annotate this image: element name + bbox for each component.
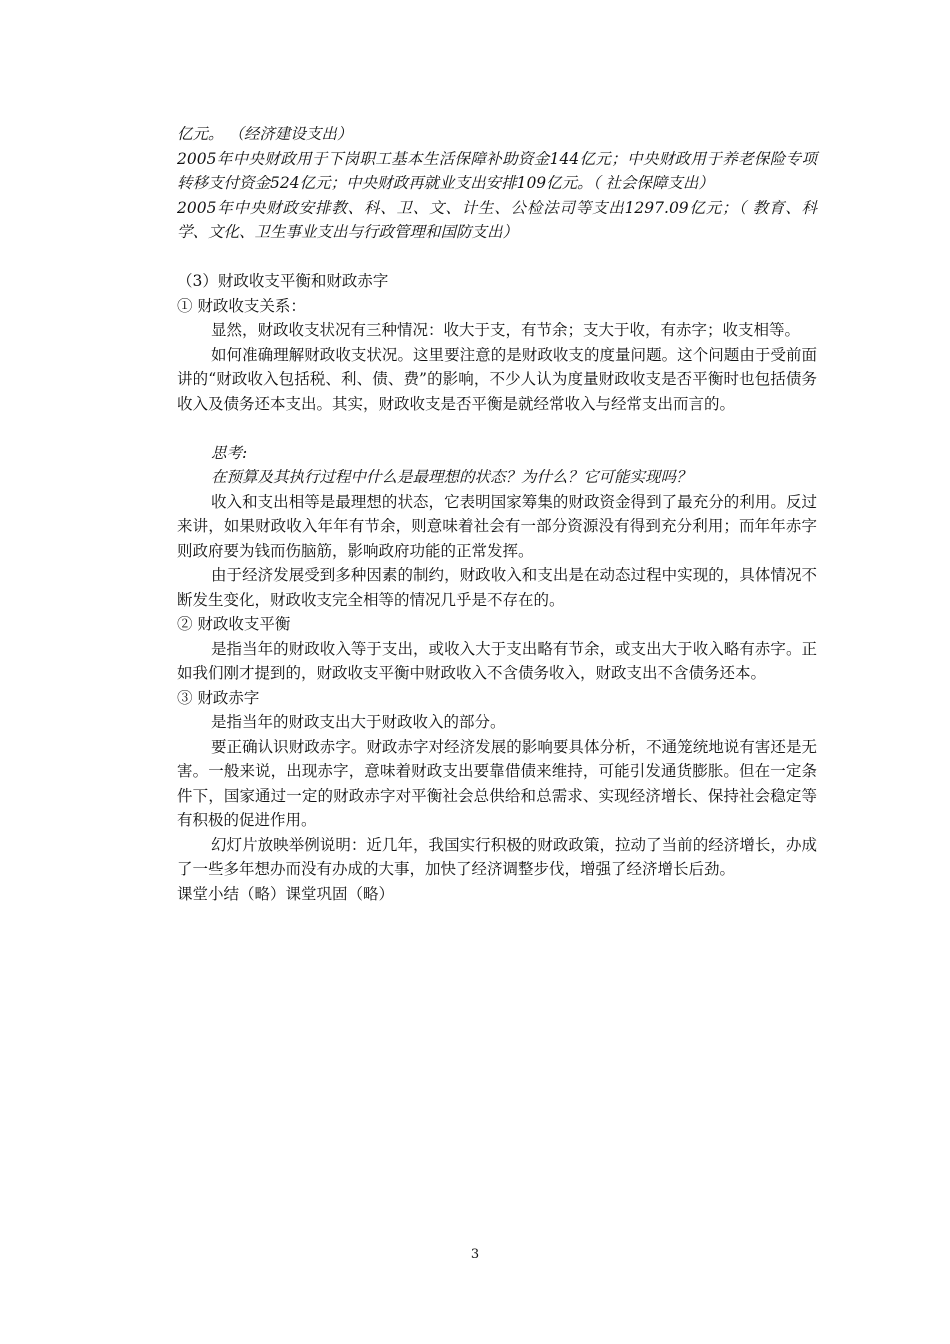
spacer: [177, 245, 817, 270]
italic-paragraph-education: 2005年中央财政安排教、科、卫、文、计生、公检法司等支出1297.09亿元；（ 教育、科学、文化、卫生事业支出与行政管理和国防支出）: [177, 198, 817, 241]
paragraph-measurement: 如何准确理解财政收支状况。这里要注意的是财政收支的度量问题。这个问题由于受前面讲的“财政收入包括税、利、债、费”的影响，不少人认为度量财政收支是否平衡时也包括债务收入及债务还本支出。其实，财政收支是否平衡是就经常收入与经常支出而言的。: [177, 345, 817, 413]
think-question: 在预算及其执行过程中什么是最理想的状态？为什么？它可能实现吗？: [211, 468, 692, 486]
think-label: 思考:: [211, 443, 248, 462]
think-answer-2: 由于经济发展受到多种因素的制约，财政收入和支出是在动态过程中实现的，具体情况不断发生变化，财政收支完全相等的情况几乎是不存在的。: [177, 566, 817, 609]
think-answer-1: 收入和支出相等是最理想的状态，它表明国家筹集的财政资金得到了最充分的利用。反过来讲，如果财政收入年年有节余，则意味着社会有一部分资源没有得到充分利用；而年年赤字则政府要为钱而伤脑筋，影响政府功能的正常发挥。: [177, 492, 817, 560]
closing-line: 课堂小结（略）课堂巩固（略）: [177, 884, 395, 903]
paragraph-three-cases: 显然，财政收支状况有三种情况：收大于支，有节余；支大于收，有赤字；收支相等。: [211, 321, 801, 339]
italic-paragraph-social-security: 2005年中央财政用于下岗职工基本生活保障补助资金144亿元；中央财政用于养老保险专项转移支付资金524亿元；中央财政再就业支出安排109亿元。（ 社会保障支出）: [177, 149, 817, 192]
paragraph-slideshow-example: 幻灯片放映举例说明：近几年，我国实行积极的财政政策，拉动了当前的经济增长，办成了一些多年想办而没有办成的大事，加快了经济调整步伐，增强了经济增长后劲。: [177, 835, 817, 878]
subheading-deficit: ③ 财政赤字: [177, 688, 260, 707]
subheading-relation: ① 财政收支关系：: [177, 296, 306, 315]
subheading-balance: ② 财政收支平衡: [177, 615, 291, 633]
page-body: [177, 122, 817, 906]
paragraph-deficit-analysis: 要正确认识财政赤字。财政赤字对经济发展的影响要具体分析，不通笼统地说有害还是无害。一般来说，出现赤字，意味着财政支出要靠借债来维持，可能引发通货膨胀。但在一定条件下，国家通过一定的财政赤字对平衡社会总供给和总需求、实现经济增长、保持社会稳定等有积极的促进作用。: [177, 737, 817, 829]
paragraph-balance: 是指当年的财政收入等于支出，或收入大于支出略有节余，或支出大于收入略有赤字。正如我们刚才提到的，财政收支平衡中财政收入不含债务收入，财政支出不含债务还本。: [177, 639, 817, 682]
paragraph-deficit-definition: 是指当年的财政支出大于财政收入的部分。: [211, 713, 506, 731]
italic-line-economic: 亿元。 （经济建设支出）: [177, 125, 353, 143]
section-heading-3: （3）财政收支平衡和财政赤字: [177, 272, 389, 290]
spacer: [177, 416, 817, 441]
page-number: 3: [470, 1247, 480, 1262]
